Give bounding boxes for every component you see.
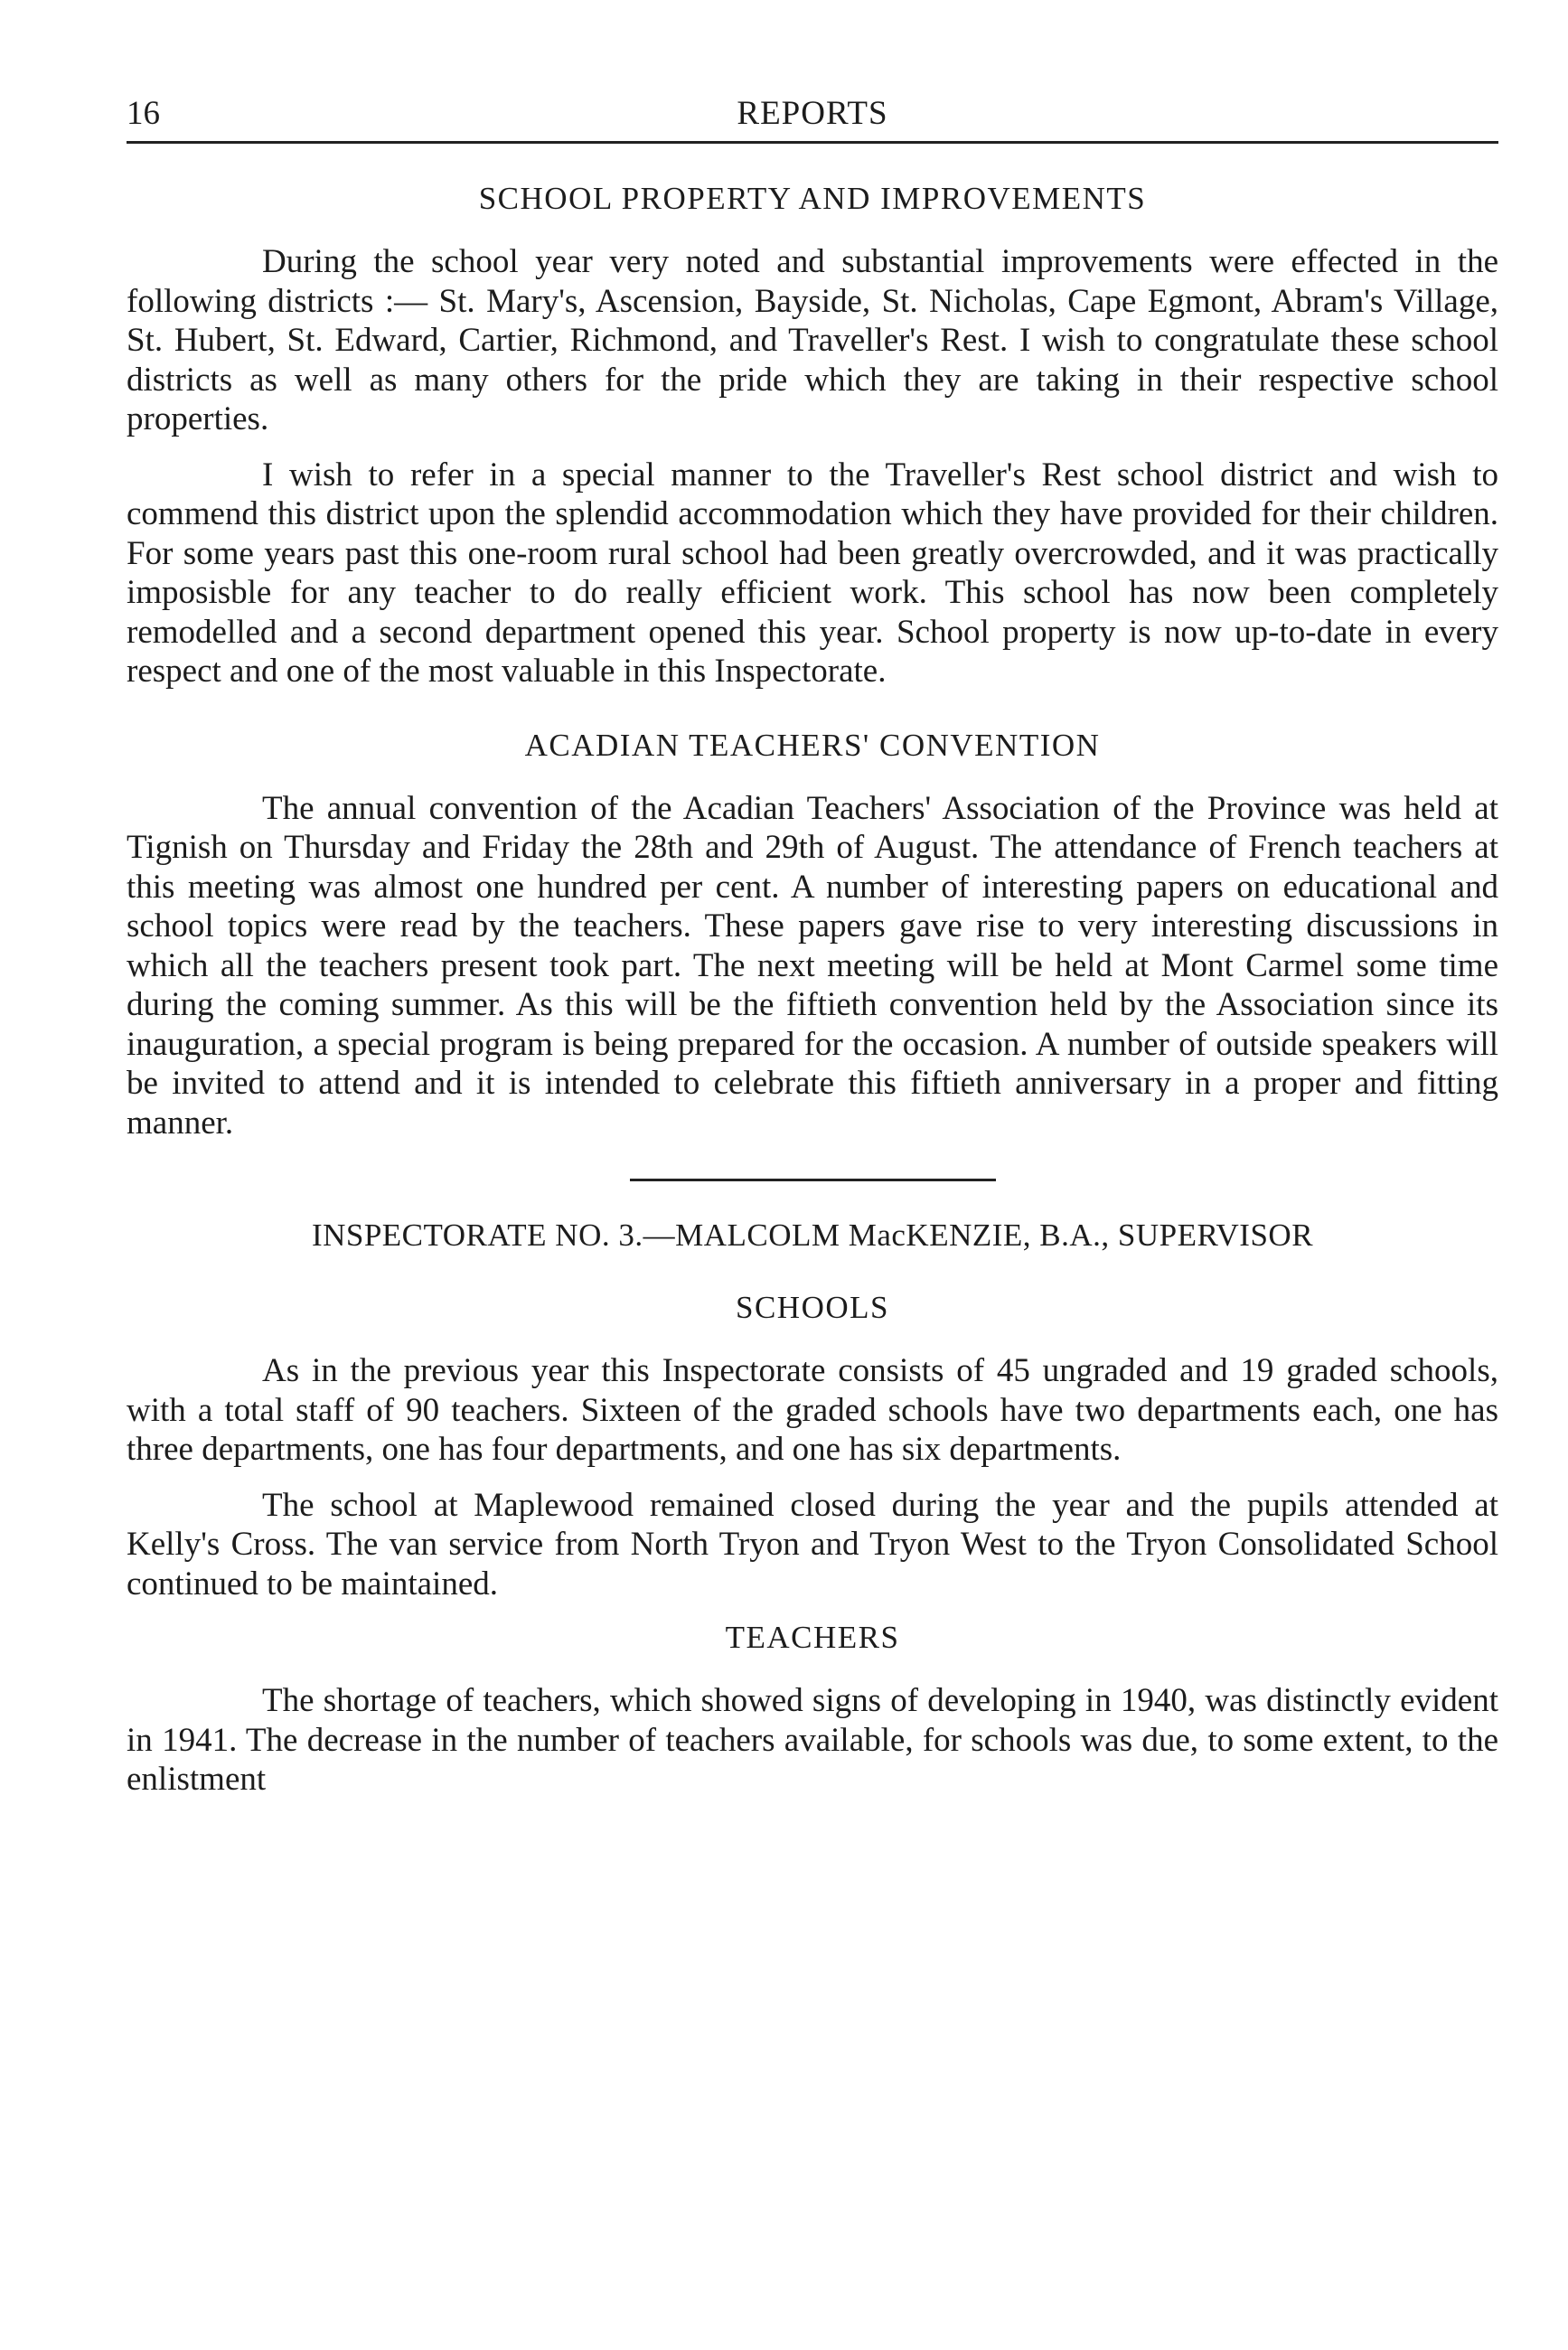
running-title: REPORTS <box>737 95 888 132</box>
paragraph-maplewood: The school at Maplewood remained closed during the year and the pupils attended at Kelly's Cross. The van service from North Tryon and Tryon West to the Tryon Consolidated School continued to be maintained. <box>127 1486 1498 1603</box>
heading-acadian-convention: ACADIAN TEACHERS' CONVENTION <box>524 727 1101 763</box>
running-header <box>127 87 1498 144</box>
paragraph-travellers-rest: I wish to refer in a special manner to the Traveller's Rest school district and wish to commend this district upon the splendid accommodation which they have provided for their children. For some years past this one-room rural school had been greatly overcrowded, and it was practically imposisble for any teacher to do really efficient work. This school has now been completely remodelled and a second department opened this year. School property is now up-to-date in every respect and one of the most valuable in this Inspectorate. <box>127 456 1498 690</box>
heading-school-property: SCHOOL PROPERTY AND IMPROVEMENTS <box>478 181 1147 216</box>
page-number: 16 <box>127 95 160 132</box>
heading-teachers: TEACHERS <box>725 1620 900 1655</box>
paragraph-teacher-shortage: The shortage of teachers, which showed signs of developing in 1940, was distinctly evident in 1941. The decrease in the number of teachers available, for schools was due, to some extent, to the enlistment <box>127 1682 1498 1798</box>
paragraph-convention: The annual convention of the Acadian Teachers' Association of the Province was held at Tignish on Thursday and Friday the 28th and 29th of August. The attendance of French teachers at this meeting was almost one hundred per cent. A number of interesting papers on educational and school topics were read by the teachers. These papers gave rise to very interesting discussions in which all the teachers present took part. The next meeting will be held at Mont Carmel some time during the coming summer. As this will be the fiftieth convention held by the Association since its inauguration, a special program is being prepared for the occasion. A number of outside speakers will be invited to attend and it is intended to celebrate this fiftieth anniversary in a proper and fitting manner. <box>127 789 1498 1142</box>
heading-inspectorate: INSPECTORATE NO. 3.—MALCOLM MacKENZIE, B.A., SUPERVISOR <box>311 1217 1314 1253</box>
paragraph-schools-count: As in the previous year this Inspectorate consists of 45 ungraded and 19 graded schools, with a total staff of 90 teachers. Sixteen of the graded schools have two departments each, one has three departments, one has four departments, and one has six departments. <box>127 1352 1498 1468</box>
page-body <box>127 181 1498 1800</box>
paragraph-improvements: During the school year very noted and substantial improvements were effected in the following districts :— St. Mary's, Ascension, Bayside, St. Nicholas, Cape Egmont, Abram's Village, St. Hubert, St. Edward, Cartier, Richmond, and Traveller's Rest. I wish to congratulate these school districts as well as many others for the pride which they are taking in their respective school properties. <box>127 243 1498 437</box>
heading-schools: SCHOOLS <box>736 1290 889 1325</box>
